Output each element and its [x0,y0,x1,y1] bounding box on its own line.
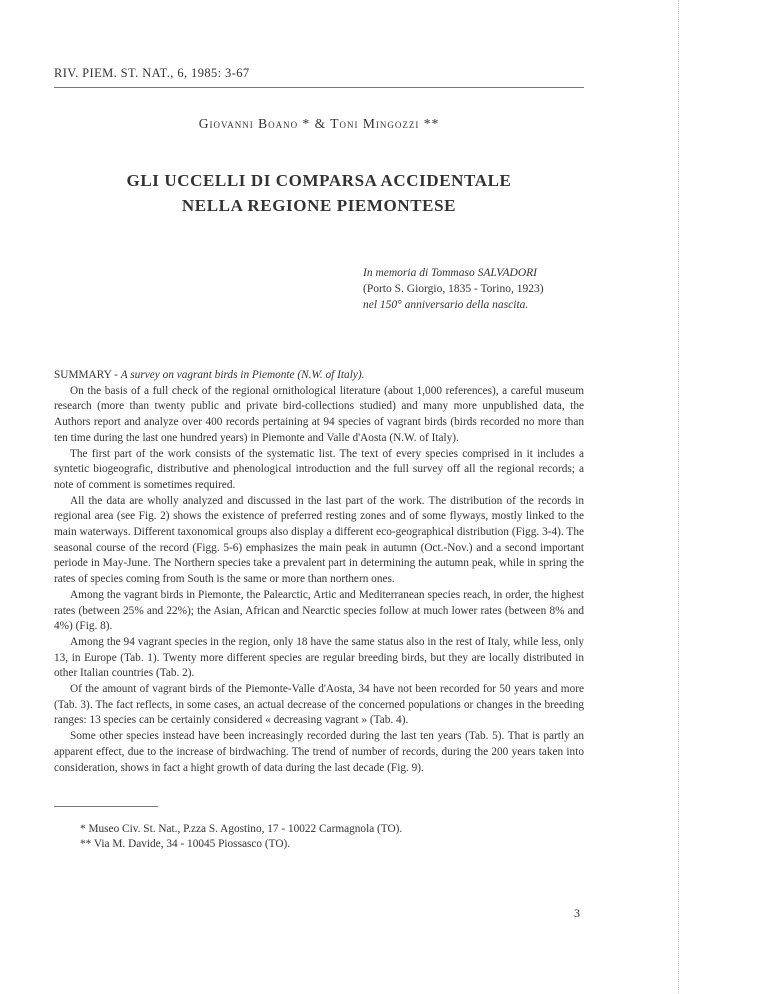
summary-paragraph: Some other species instead have been increasingly recorded during the last ten years (Tab. 5). That is partly an apparent effect, due to the increase of birdwaching. The trend of number of records, during the 200 years taken into consideration, shows in fact a hight growth of data during the last decade (Fig. 9). [54,730,584,774]
title-line-2: NELLA REGIONE PIEMONTESE [181,196,457,215]
summary-paragraph: Of the amount of vagrant birds of the Piemonte-Valle d'Aosta, 34 have not been recorded for 50 years and more (Tab. 3). The fact reflects, in some cases, an actual decrease of the concerned populations or changes in the breeding ranges: 13 species can be certainly considered « decreasing vagrant » (Tab. 4). [54,683,584,727]
dedication-line-2: (Porto S. Giorgio, 1835 - Torino, 1923) [363,283,544,295]
page-number: 3 [574,906,580,920]
summary-paragraph: Among the vagrant birds in Piemonte, the Palearctic, Artic and Mediterranean species reach, in order, the highest rates (between 25% and 22%); the Asian, African and Nearctic species follow at much lower rates (between 8% and 4%) (Fig. 8). [54,588,584,633]
summary-paragraph: The first part of the work consists of the systematic list. The text of every species comprised in it includes a syntetic biogeografic, distributive and phenological introduction and the full survey off all the regional records; a note of comment is sometimes required. [54,447,584,491]
footnote-rule [54,806,158,807]
dedication-line-3: nel 150° anniversario della nascita. [363,299,529,311]
summary-paragraph: All the data are wholly analyzed and discussed in the last part of the work. The distribution of the records in regional area (see Fig. 2) shows the existence of preferred resting zones and of some flyways, mostly linked to the main waterways. Different taxonomical groups also display a different eco-geographical distribution (Figg. 3-4). The seasonal course of the record (Figg. 5-6) emphasizes the main peak in autumn (Oct.-Nov.) and a second important periode in May-June. The Northern species take a prevalent part in determining the autumn peak, while in spring the rates of species coming from South is the same or more than northern ones. [54,494,584,586]
footnote-2: ** Via M. Davide, 34 - 10045 Piossasco (TO). [80,838,291,850]
summary [54,368,584,776]
footnotes [80,822,580,852]
title-line-1: GLI UCCELLI DI COMPARSA ACCIDENTALE [126,171,512,190]
journal-header: RIV. PIEM. ST. NAT., 6, 1985: 3-67 [54,66,250,80]
summary-paragraph: Among the 94 vagrant species in the region, only 18 have the same status also in the rest of Italy, while less, only 13, in Europe (Tab. 1). Twenty more different species are regular breeding birds, but they are locally distributed in other Italian countries (Tab. 2). [54,635,584,680]
summary-paragraph: On the basis of a full check of the regional ornithological literature (about 1,000 references), a careful museum research (more than twenty public and private bird-collections studied) and many more unpublished data, the Authors report and analyze over 400 records pertaining at 94 species of vagrant birds (birds recorded no more than ten time during the last one hundred years) in Piemonte and Valle d'Aosta (N.W. of Italy). [54,384,584,444]
dedication-line-1: In memoria di Tommaso SALVADORI [363,267,537,279]
authors: Giovanni Boano * & Toni Mingozzi ** [198,116,440,131]
page-edge-line [678,0,680,994]
article-title [54,168,584,218]
footnote-1: * Museo Civ. St. Nat., P.zza S. Agostino, 17 - 10022 Carmagnola (TO). [80,823,403,835]
summary-heading [54,368,584,384]
dedication [363,265,663,313]
summary-label: SUMMARY - [54,369,121,381]
header-rule [54,87,584,88]
summary-title: A survey on vagrant birds in Piemonte (N.W. of Italy). [120,369,365,381]
